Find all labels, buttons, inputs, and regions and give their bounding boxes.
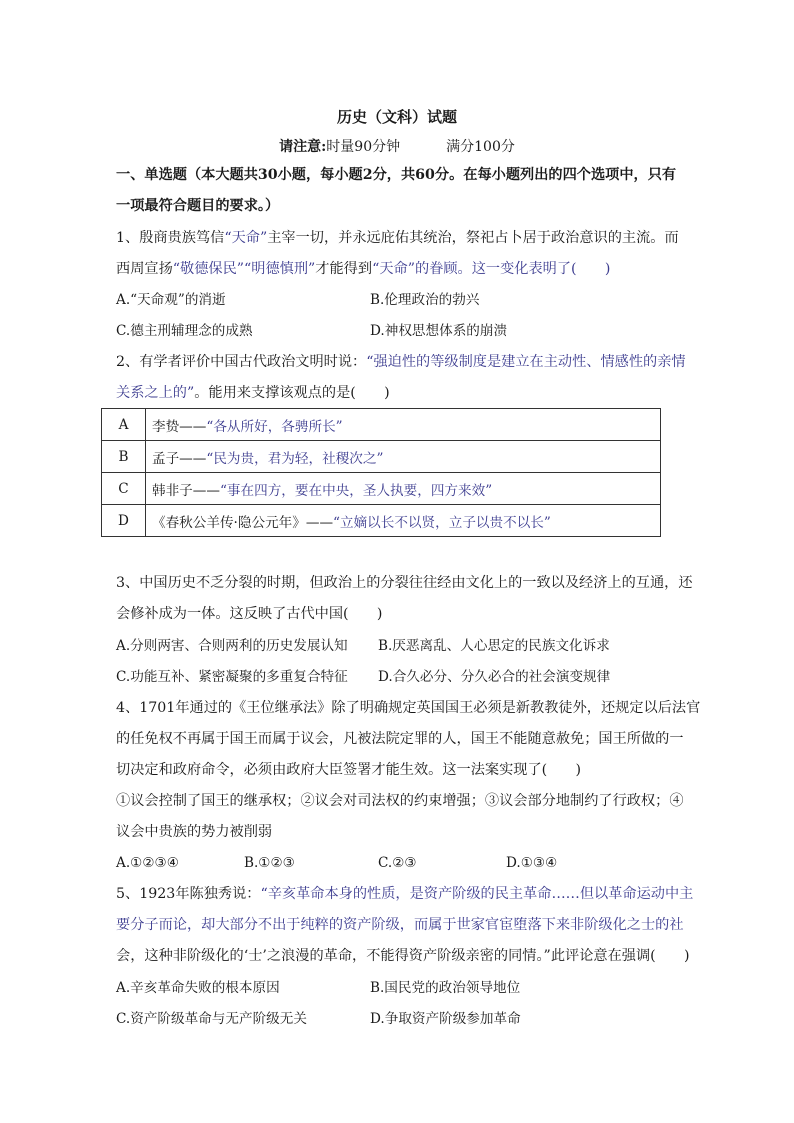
q2-row-quote: “立嫡以长不以贤，立子以贵不以长” [333, 514, 551, 531]
q1-text: 西周宣扬 [116, 261, 173, 277]
q2-row-quote: “各从所好，各骋所长” [206, 418, 343, 435]
q3-option-b[interactable]: B.厌恶离乱、人心思定的民族文化诉求 [378, 638, 610, 654]
q1-stem-line2 [116, 259, 686, 279]
q1-text: 1、殷商贵族笃信 [116, 230, 225, 246]
q2-row-key: A [102, 409, 146, 441]
q4-stem-line5: 议会中贵族的势力被削弱 [116, 824, 273, 840]
q2-row-content [146, 441, 661, 473]
q2-stem-line2 [116, 383, 686, 403]
q3-stem-line1: 3、中国历史不乏分裂的时期，但政治上的分裂往往经由文化上的一致以及经济上的互通，还 [116, 575, 693, 591]
table-row[interactable] [102, 505, 661, 537]
q5-option-c[interactable]: C.资产阶级革命与无产阶级无关 [116, 1011, 307, 1027]
q5-option-a[interactable]: A.辛亥革命失败的根本原因 [116, 980, 280, 996]
q2-row-content [146, 409, 661, 441]
q1-quote: “敬德保民” [172, 261, 245, 277]
section-header-line2: 一项最符合题目的要求。） [116, 198, 280, 214]
q5-text: 此评论意在强调( ) [550, 948, 690, 964]
q5-stem-line2 [116, 915, 686, 935]
q5-stem-line3 [116, 946, 690, 966]
q1-stem-line1 [116, 228, 686, 248]
table-row[interactable] [102, 409, 661, 441]
q4-option-d[interactable]: D.①③④ [506, 855, 558, 871]
q1-quote: “天命” [372, 261, 415, 277]
q5-stem-line1 [116, 884, 694, 904]
q3-option-d[interactable]: D.合久必分、分久必合的社会演变规律 [378, 669, 611, 685]
q4-option-b[interactable]: B.①②③ [244, 855, 295, 871]
exam-score: 满分100分 [446, 139, 515, 155]
q1-quote: “天命” [224, 230, 268, 246]
exam-notice [0, 136, 794, 156]
q4-stem-line1: 4、1701年通过的《王位继承法》除了明确规定英国国王必须是新教教徒外，还规定以后法官 [116, 700, 701, 716]
q1-text: 的眷顾。这一变化表明了( ) [414, 261, 611, 277]
q1-option-a[interactable]: A.“天命观”的消逝 [116, 292, 226, 308]
q2-quote: 关系之上的” [116, 385, 195, 401]
q4-option-a[interactable]: A.①②③④ [116, 855, 179, 871]
q5-text: 5、1923年陈独秀说： [116, 886, 261, 902]
q1-option-b[interactable]: B.伦理政治的勃兴 [370, 292, 480, 308]
q2-text: 2、有学者评价中国古代政治文明时说： [116, 354, 367, 370]
q5-quote: 要分子而论，却大部分不出于纯粹的资产阶级，而属于世家官宦堕落下来非阶级化之士的社 [116, 917, 684, 933]
q2-row-quote: “民为贵，君为轻，社稷次之” [206, 450, 384, 467]
q5-option-d[interactable]: D.争取资产阶级参加革命 [370, 1011, 521, 1027]
table-row[interactable] [102, 473, 661, 505]
q1-option-d[interactable]: D.神权思想体系的崩溃 [370, 323, 508, 339]
q5-quote: 会，这种非阶级化的‘士’之浪漫的革命，不能得资产阶级亲密的同情。” [116, 948, 551, 964]
q2-row-who: 孟子—— [152, 450, 207, 467]
exam-title: 历史（文科）试题 [336, 108, 457, 126]
q5-quote: “辛亥革命本身的性质，是资产阶级的民主革命……但以革命运动中主 [260, 886, 694, 902]
q2-row-content [146, 473, 661, 505]
q2-row-key: D [102, 505, 146, 537]
q4-stem-line4: ①议会控制了国王的继承权；②议会对司法权的约束增强；③议会部分地制约了行政权；④ [116, 793, 684, 809]
q3-stem-line2: 会修补成为一体。这反映了古代中国( ) [116, 606, 383, 622]
q2-row-content [146, 505, 661, 537]
q2-row-who: 《春秋公羊传·隐公元年》—— [152, 514, 334, 531]
q1-text: 才能得到 [315, 261, 373, 277]
q5-option-b[interactable]: B.国民党的政治领导地位 [370, 980, 521, 996]
q4-option-c[interactable]: C.②③ [378, 855, 417, 871]
notice-label: 请注意: [279, 139, 327, 155]
q4-stem-line3: 切决定和政府命令，必须由政府大臣签署才能生效。这一法案实现了( ) [116, 762, 582, 778]
q2-row-who: 韩非子—— [152, 482, 220, 499]
q1-option-c[interactable]: C.德主刑辅理念的成熟 [116, 323, 253, 339]
q2-options-table [101, 408, 661, 537]
q2-text: 。能用来支撑该观点的是( ) [194, 385, 390, 401]
table-row[interactable] [102, 441, 661, 473]
q3-option-c[interactable]: C.功能互补、紧密凝聚的多重复合特征 [116, 669, 348, 685]
q2-stem-line1 [116, 352, 686, 372]
q2-row-key: C [102, 473, 146, 505]
q2-row-key: B [102, 441, 146, 473]
q3-option-a[interactable]: A.分则两害、合则两利的历史发展认知 [116, 638, 348, 654]
q2-row-quote: “事在四方，要在中央，圣人执要，四方来效” [219, 482, 493, 499]
section-header-line1: 一、单选题（本大题共30小题，每小题2分，共60分。在每小题列出的四个选项中，只有 [116, 167, 677, 183]
q1-quote: “明德慎刑” [244, 261, 316, 277]
exam-time: 时量90分钟 [326, 139, 401, 155]
q4-stem-line2: 的任免权不再属于国王而属于议会，凡被法院定罪的人，国王不能随意赦免；国王所做的一 [116, 731, 684, 747]
q1-text: 主宰一切，并永远庇佑其统治，祭祀占卜居于政治意识的主流。而 [267, 230, 679, 246]
q2-row-who: 李贽—— [152, 418, 207, 435]
q2-quote: “强迫性的等级制度是建立在主动性、情感性的亲情 [366, 354, 686, 370]
